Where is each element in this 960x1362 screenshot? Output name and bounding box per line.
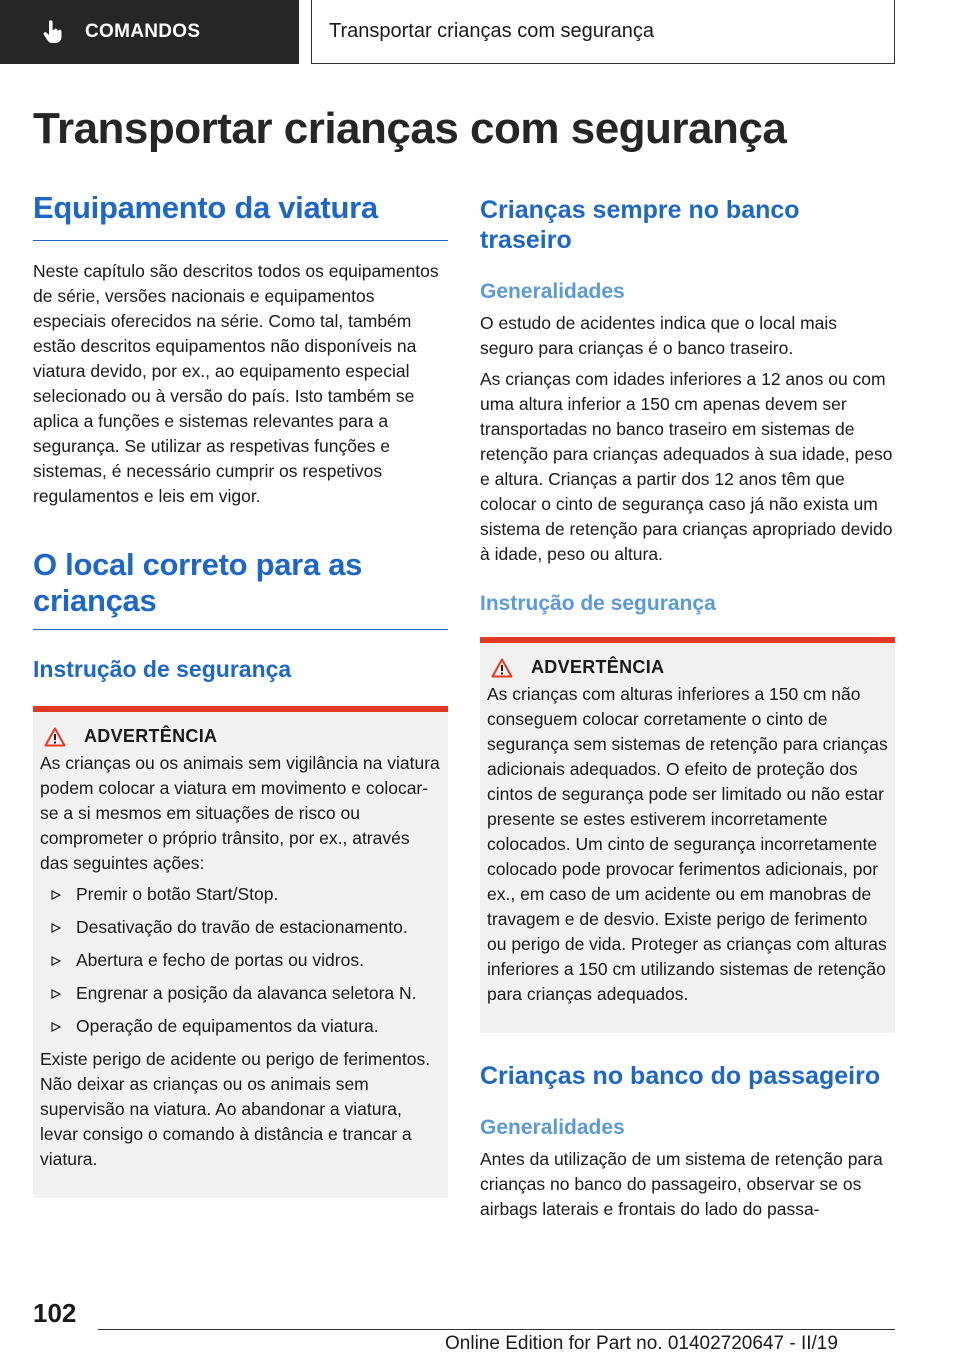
warning-triangle-icon (491, 658, 513, 678)
bullet-triangle-icon (51, 989, 61, 999)
bullet-triangle-icon (51, 923, 61, 933)
header-section-tab (0, 0, 299, 64)
heading-safety-instruction-left: Instrução de segurança (33, 656, 292, 682)
left-column (33, 190, 448, 1198)
heading-passenger-seat: Crianças no banco do passageiro (480, 1062, 881, 1090)
list-item: Operação de equipamentos da viatura. (40, 1014, 441, 1039)
heading-general-1: Generalidades (480, 280, 625, 303)
bullet-triangle-icon (51, 1022, 61, 1032)
header-section-label: COMANDOS (85, 21, 201, 42)
list-item: Desativação do travão de estacionamento. (40, 915, 441, 940)
list-item: Premir o botão Start/Stop. (40, 882, 441, 907)
warning-action-list (40, 882, 441, 1039)
warning-label: ADVERTÊNCIA (84, 726, 218, 746)
hand-pointer-icon (42, 19, 64, 45)
heading-safety-instruction-right: Instrução de segurança (480, 592, 716, 615)
heading-correct-place: O local correto para as crianças (33, 547, 448, 630)
passenger-seat-paragraph: Antes da utilização de um sistema de retenção para crianças no banco do passageiro, observar se os airbags laterais e frontais do lado do passa- (480, 1149, 883, 1219)
header-chapter-box (311, 0, 895, 64)
heading-general-2: Generalidades (480, 1116, 625, 1139)
footer-divider (98, 1329, 895, 1330)
bullet-triangle-icon (51, 956, 61, 966)
warning-text: As crianças com alturas inferiores a 150 cm não conseguem colocar corretamente o cinto de segurança sem sistemas de retenção para crianças adicionais adequados. O efeito de proteção dos cintos de segurança pode ser limitado ou não estar presente se estes estiverem incorretamente colocados. Um cinto de segurança incorretamente colocado pode provocar ferimentos adicionais, por ex., em caso de um acidente ou em manobras de travagem e de desvio. Existe perigo de ferimento ou perigo de vida. Proteger as crianças com alturas inferiores a 150 cm utilizando sistemas de retenção para crianças adequados. (487, 684, 888, 1004)
right-column (480, 195, 895, 1222)
page-title: Transportar crianças com segurança (33, 104, 787, 153)
bullet-triangle-icon (51, 890, 61, 900)
header-chapter-title: Transportar crianças com segurança (329, 20, 654, 42)
rear-seat-paragraph-1: O estudo de acidentes indica que o local mais seguro para crianças é o banco traseiro. (480, 313, 838, 358)
vehicle-equipment-paragraph: Neste capítulo são descritos todos os equipamentos de série, versões nacionais e equipamentos especiais oferecidos na série. Como tal, também estão descritos equipamentos não disponíveis na viatura devido, por ex., ao equipamento especial selecionado ou à versão do país. Isto também se aplica a funções e sistemas relevantes para a segurança. Se utilizar as respetivas funções e sistemas, é necessário cumprir os respetivos regulamentos e leis em vigor. (33, 261, 439, 506)
warning-box-left (33, 706, 448, 1198)
warning-intro: As crianças ou os animais sem vigilância na viatura podem colocar a viatura em movimento e colocar-se a si mesmos em situações de risco ou comprometer o próprio trânsito, por ex., através das seguintes ações: (40, 753, 440, 873)
heading-always-rear-seat: Crianças sempre no banco traseiro (480, 196, 800, 254)
rear-seat-paragraph-2: As crianças com idades inferiores a 12 anos ou com uma altura inferior a 150 cm apenas devem ser transportadas no banco traseiro em sistemas de retenção para crianças adequados à sua idade, peso e altura. Crianças a partir dos 12 anos têm que colocar o cinto de segurança caso já não exista um sistema de retenção para crianças apropriado devido à idade, peso ou altura. (480, 369, 893, 564)
footer-edition: Online Edition for Part no. 01402720647 - II/19 (445, 1333, 838, 1354)
page-number: 102 (33, 1298, 77, 1328)
warning-label: ADVERTÊNCIA (531, 657, 665, 677)
heading-vehicle-equipment: Equipamento da viatura (33, 190, 448, 241)
warning-box-right (480, 637, 895, 1033)
list-item: Engrenar a posição da alavanca seletora N. (40, 981, 441, 1006)
warning-triangle-icon (44, 727, 66, 747)
warning-outro: Existe perigo de acidente ou perigo de ferimentos. Não deixar as crianças ou os animais sem supervisão na viatura. Ao abandonar a viatura, levar consigo o comando à distância e trancar a viatura. (40, 1049, 431, 1169)
list-item: Abertura e fecho de portas ou vidros. (40, 948, 441, 973)
